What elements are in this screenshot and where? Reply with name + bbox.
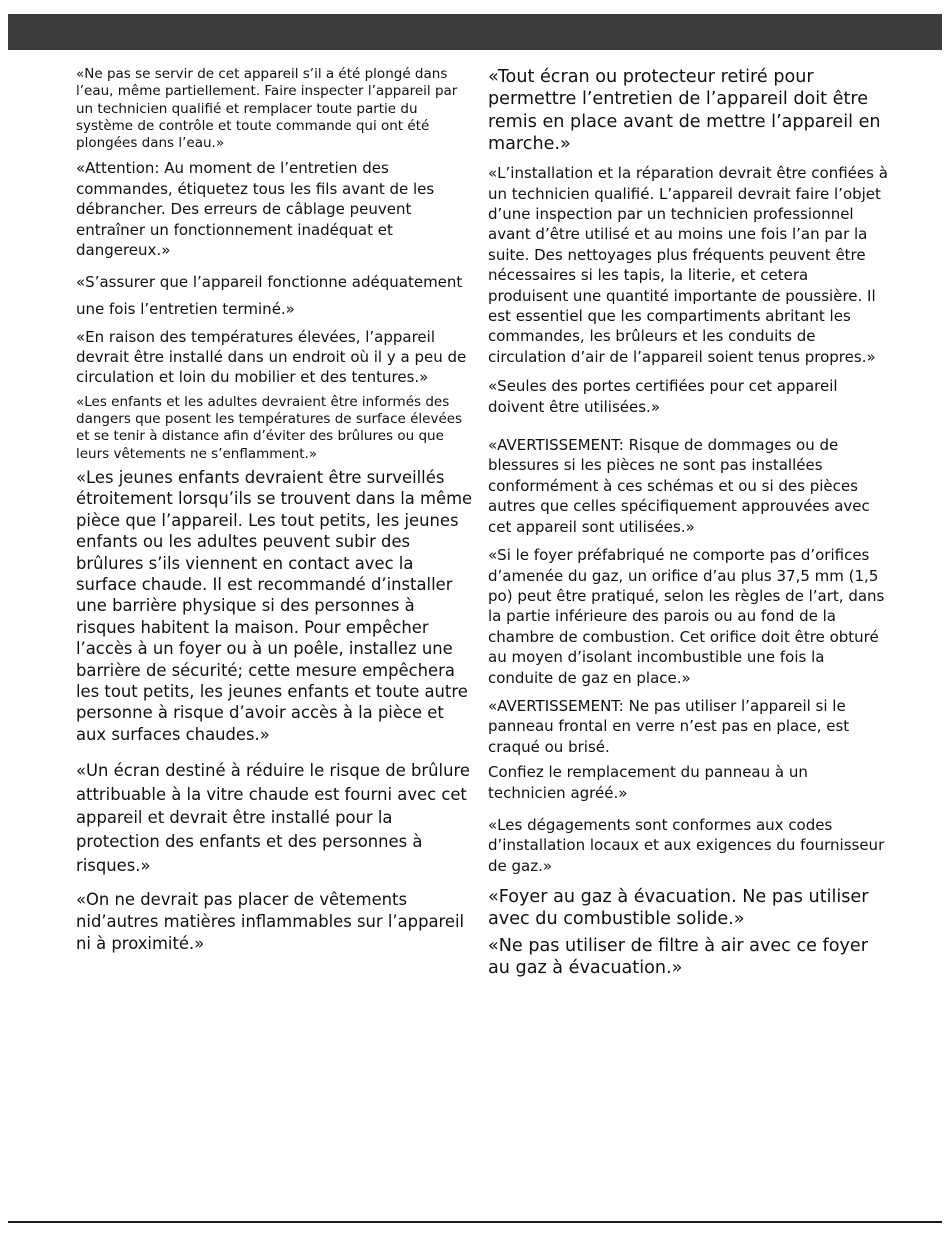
notice-panel-replacement: Confiez le remplacement du panneau à un technicien agréé.» <box>488 763 808 802</box>
notice-clearances: «Les dégagements sont conformes aux codes d’installation locaux et aux exigences du fournisseur de gaz.» <box>488 815 885 875</box>
header-bar <box>8 14 942 50</box>
warning-water-immersion: «Ne pas se servir de cet appareil s’il a été plongé dans l’eau, même partiellement. Faire inspecter l’appareil par un technicien qualifié et remplacer toute partie du système de contrôle et toute commande qui ont été plongées dans l’eau.» <box>76 66 458 152</box>
warning-unapproved-parts: «AVERTISSEMENT: Risque de dommages ou de blessures si les pièces ne sont pas installées conformément à ces schémas et ou si des pièces autres que celles spécifiquement approuvées avec cet appareil sont utilisées.» <box>488 436 870 536</box>
footer-divider <box>8 1221 942 1223</box>
notice-replace-screen: «Tout écran ou protecteur retiré pour permettre l’entretien de l’appareil doit être remis en place avant de mettre l’appareil en marche.» <box>488 67 881 154</box>
notice-certified-doors: «Seules des portes certifiées pour cet appareil doivent être utilisées.» <box>488 377 838 416</box>
notice-protective-screen: «Un écran destiné à réduire le risque de brûlure attribuable à la vitre chaude est fourni avec cet appareil et devrait être installé pour la protection des enfants et des personnes à risques.» <box>76 761 470 875</box>
notice-qualified-technician: «L’installation et la réparation devrait être confiées à un technicien qualifié. L’appareil devrait faire l’objet d’une inspection par un technicien professionnel avant d’être utilisé et au moins une fois l’an par la suite. Des nettoyages plus fréquents peuvent être nécessaires si les tapis, la literie, et cetera produisent une quantité importante de poussière. Il est essentiel que les compartiments abritant les commandes, les brûleurs et les conduits de circulation d’air de l’appareil soient tenus propres.» <box>488 164 888 366</box>
right-column <box>488 66 888 979</box>
left-column <box>76 66 474 955</box>
notice-gas-inlet-orifice: «Si le foyer préfabriqué ne comporte pas d’orifices d’amenée du gaz, un orifice d’au plus 37,5 mm (1,5 po) peut être pratiqué, selon les règles de l’art, dans la partie inférieure des parois ou au fond de la chambre de combustion. Cet orifice doit être obturé au moyen d’isolant incombustible une fois la conduite de gaz en place.» <box>488 546 885 687</box>
notice-installation-location: «En raison des températures élevées, l’appareil devrait être installé dans un endroit où il y a peu de circulation et loin du mobilier et des tentures.» <box>76 327 467 387</box>
warning-solid-fuel: «Foyer au gaz à évacuation. Ne pas utiliser avec du combustible solide.» <box>488 887 869 930</box>
warning-air-filter: «Ne pas utiliser de filtre à air avec ce foyer au gaz à évacuation.» <box>488 935 868 979</box>
warning-surface-temperature: «Les enfants et les adultes devraient être informés des dangers que posent les températures de surface élevées et se tenir à distance afin d’éviter des brûlures ou que leurs vêtements ne s’enflamment.» <box>76 393 463 462</box>
notice-check-operation: «S’assurer que l’appareil fonctionne adéquatement une fois l’entretien terminé.» <box>76 272 463 318</box>
warning-children-supervision: «Les jeunes enfants devraient être surveillés étroitement lorsqu’ils se trouvent dans la même pièce que l’appareil. Les tout petits, les jeunes enfants ou les adultes peuvent subir des brûlures s’ils viennent en contact avec la surface chaude. Il est recommandé d’installer une barrière physique si des personnes à risques habitent la maison. Pour empêcher l’accès à un foyer ou à un poêle, installez une barrière de sécurité; cette mesure empêchera les tout petits, les jeunes enfants et toute autre personne à risque d’avoir accès à la pièce et aux surfaces chaudes.» <box>76 467 473 744</box>
warning-flammable-materials: «On ne devrait pas placer de vêtements nid’autres matières inflammables sur l’appareil ni à proximité.» <box>76 890 465 954</box>
warning-glass-panel: «AVERTISSEMENT: Ne pas utiliser l’appareil si le panneau frontal en verre n’est pas en place, est craqué ou brisé. <box>488 696 850 756</box>
warning-wiring-labels: «Attention: Au moment de l’entretien des commandes, étiquetez tous les fils avant de les débrancher. Des erreurs de câblage peuvent entraîner un fonctionnement inadéquat et dangereux.» <box>76 159 435 260</box>
